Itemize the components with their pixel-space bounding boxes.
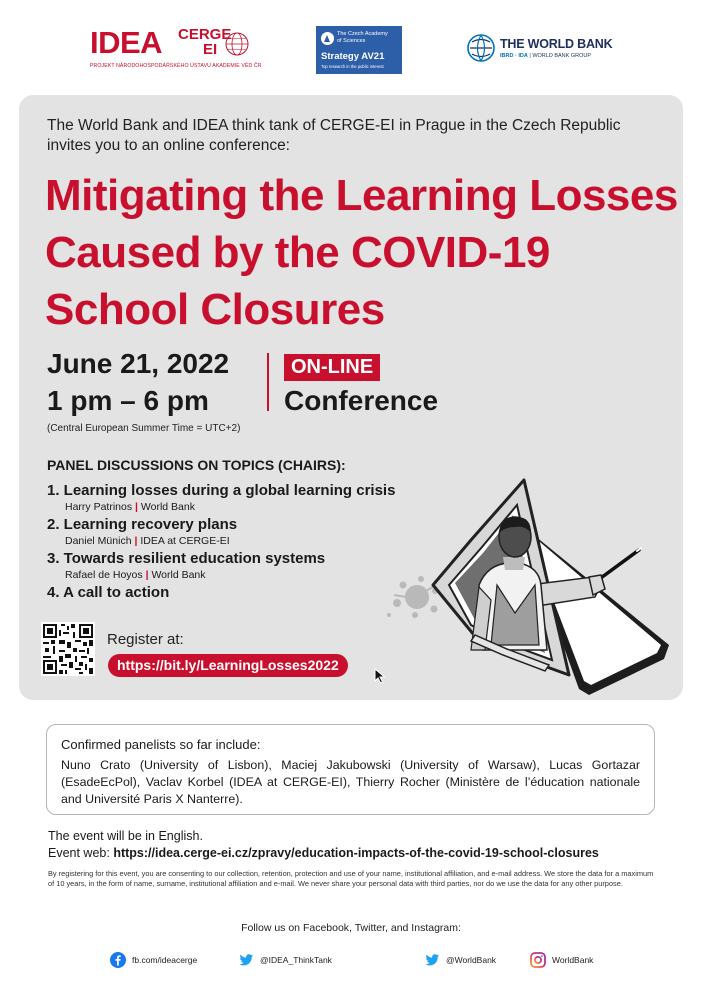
language-note: The event will be in English. bbox=[48, 829, 203, 843]
invitation-card bbox=[19, 95, 683, 700]
idea-logo-ei: EI bbox=[203, 41, 218, 58]
globe-icon bbox=[224, 31, 250, 57]
social-handle: @IDEA_ThinkTank bbox=[260, 955, 332, 965]
event-timezone: (Central European Summer Time = UTC+2) bbox=[47, 423, 241, 434]
idea-cerge-ei-logo bbox=[90, 25, 262, 74]
panel-title: 3. Towards resilient education systems bbox=[47, 550, 326, 567]
cas-logo-middle: Strategy AV21 bbox=[321, 51, 385, 62]
facebook-link[interactable] bbox=[110, 951, 197, 969]
event-web: Event web: https://idea.cerge-ei.cz/zpravy/education-impacts-of-the-covid-19-school-closures bbox=[48, 846, 599, 860]
event-time: 1 pm – 6 pm bbox=[47, 385, 209, 416]
panel-chair: Rafael de Hoyos | World Bank bbox=[65, 569, 206, 581]
consent-text: By registering for this event, you are consenting to our collection, retention, protection and use of your name, institutional affiliation, and e-mail address. We store the data for a maximum of 10 years, in the form of name, surname, institutional affiliation and e-mail. We never share your personal data with third parties, nor do we use the data for any other purpose. bbox=[48, 869, 654, 888]
cas-logo-top: The Czech Academy of Sciences bbox=[337, 31, 388, 44]
panel-title: 4. A call to action bbox=[47, 584, 170, 601]
follow-us-text: Follow us on Facebook, Twitter, and Instagram: bbox=[241, 922, 461, 934]
idea-logo-cerge: CERGE bbox=[178, 26, 232, 43]
register-label: Register at: bbox=[107, 631, 184, 648]
event-date: June 21, 2022 bbox=[47, 348, 230, 379]
world-bank-subtitle: IBRD · IDA | WORLD BANK GROUP bbox=[500, 53, 591, 59]
cas-logo-bottom: Top research in the public interest bbox=[321, 64, 384, 69]
intro-text: The World Bank and IDEA think tank of CERGE-EI in Prague in the Czech Republic invites you to an online conference: bbox=[47, 117, 621, 154]
world-bank-logo bbox=[466, 33, 616, 67]
twitter-icon bbox=[238, 952, 254, 968]
panelists-box bbox=[46, 724, 655, 815]
czech-academy-strategy-av21-logo bbox=[316, 26, 402, 74]
registration-link[interactable]: https://bit.ly/LearningLosses2022 bbox=[108, 654, 348, 677]
conference-title: Mitigating the Learning Losses Caused by the COVID-19 School Closures bbox=[45, 171, 678, 334]
facebook-icon bbox=[110, 952, 126, 968]
social-handle: WorldBank bbox=[552, 955, 594, 965]
idea-logo-word: IDEA bbox=[90, 25, 163, 60]
world-bank-globe-icon bbox=[466, 33, 496, 63]
idea-logo-subtitle: PROJEKT NÁRODOHOSPODÁŘSKÉHO ÚSTAVU AKADEMIE VĚD ČR bbox=[90, 63, 262, 69]
academy-emblem-icon bbox=[321, 32, 334, 45]
panels-heading: PANEL DISCUSSIONS ON TOPICS (CHAIRS): bbox=[47, 457, 346, 473]
event-web-link[interactable]: https://idea.cerge-ei.cz/zpravy/education-impacts-of-the-covid-19-school-closures bbox=[113, 846, 599, 860]
panel-chair: Daniel Münich | IDEA at CERGE-EI bbox=[65, 535, 230, 547]
qr-code[interactable] bbox=[41, 622, 95, 676]
panel-chair: Harry Patrinos | World Bank bbox=[65, 501, 195, 513]
conference-label: Conference bbox=[284, 385, 439, 416]
twitter-link[interactable] bbox=[424, 951, 496, 969]
teacher-in-tablet-illustration bbox=[379, 435, 679, 700]
social-handle: fb.com/ideacerge bbox=[132, 955, 198, 965]
social-handle: @WorldBank bbox=[446, 955, 497, 965]
panelists-heading: Confirmed panelists so far include: bbox=[61, 737, 261, 752]
instagram-link[interactable] bbox=[530, 951, 593, 969]
panelists-list: Nuno Crato (University of Lisbon), Maciej Jakubowski (University of Warsaw), Lucas Gortazar (EsadeEcPol), Vaclav Korbel (IDEA at CERGE-EI), Thierry Rocher (Ministère de l’éducation nationale and Université Paris X Nanterre). bbox=[61, 758, 640, 806]
twitter-link[interactable] bbox=[238, 951, 332, 969]
panel-title: 2. Learning recovery plans bbox=[47, 516, 238, 533]
world-bank-title: THE WORLD BANK bbox=[500, 37, 613, 51]
divider bbox=[267, 353, 269, 411]
instagram-icon bbox=[530, 952, 546, 968]
online-badge: ON-LINE bbox=[284, 354, 380, 381]
twitter-icon bbox=[424, 952, 440, 968]
panel-title: 1. Learning losses during a global learning crisis bbox=[47, 482, 396, 499]
